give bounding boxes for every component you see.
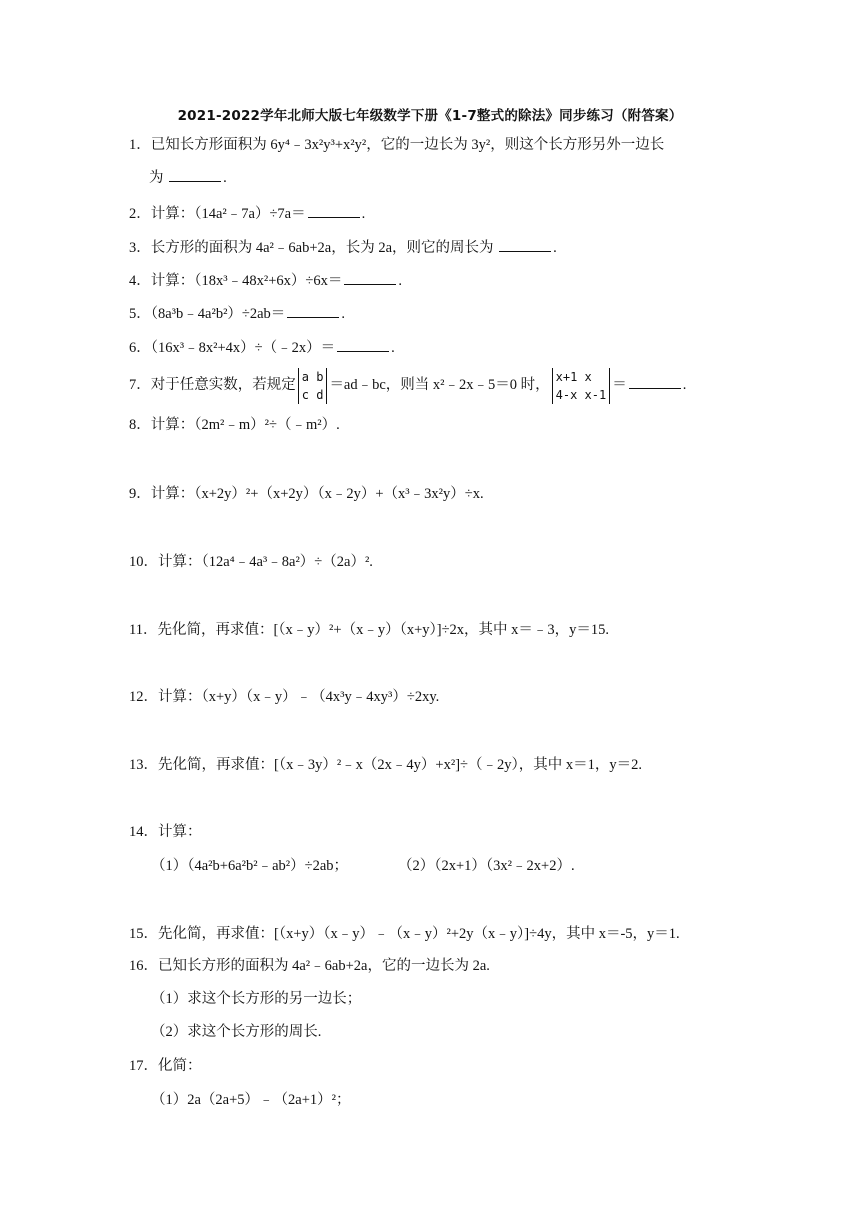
answer-blank-4[interactable]: [344, 270, 396, 285]
answer-blank-7[interactable]: [629, 374, 681, 389]
question-2: 2．计算：（14a²﹣7a）÷7a＝ .: [129, 203, 740, 224]
question-16: 16．已知长方形的面积为 4a²﹣6ab+2a，它的一边长为 2a.: [129, 958, 490, 974]
question-17: 17．化简：: [129, 1058, 202, 1074]
question-15: 15．先化简，再求值：[（x+y）（x﹣y）﹣（x﹣y）²+2y（x﹣y）]÷4y，其中 x＝-5，y＝1.: [129, 926, 680, 942]
document-title: 2021-2022学年北师大版七年级数学下册《1-7整式的除法》同步练习（附答案）: [177, 108, 683, 124]
question-10: 10．计算：（12a⁴﹣4a³﹣8a²）÷（2a）².: [129, 554, 373, 570]
question-13: 13．先化简，再求值：[（x﹣3y）²﹣x（2x﹣4y）+x²]÷（﹣2y），其中 x＝1，y＝2.: [129, 757, 642, 773]
question-17-part-1: （1）2a（2a+5）﹣（2a+1）²；: [151, 1092, 351, 1108]
question-4: 4．计算：（18x³﹣48x²+6x）÷6x＝ .: [129, 270, 740, 291]
determinant-definition: a b c d: [298, 368, 328, 404]
question-12: 12．计算：（x+y）（x﹣y）﹣（4x³y﹣4xy³）÷2xy.: [129, 689, 440, 705]
question-7: 7．对于任意实数，若规定 a b c d ＝ad﹣bc，则当 x²﹣2x﹣5＝0 时， x+1 x 4-x x-1 ＝ .: [129, 369, 687, 402]
answer-blank-6[interactable]: [337, 337, 389, 352]
question-16-part-2: （2）求这个长方形的周长.: [151, 1024, 322, 1040]
answer-blank-1[interactable]: [169, 167, 221, 182]
question-16-part-1: （1）求这个长方形的另一边长；: [151, 991, 362, 1007]
question-1: [129, 135, 740, 155]
question-6: 6．（16x³﹣8x²+4x）÷（﹣2x）＝ .: [129, 337, 740, 358]
question-5: 5．（8a³b﹣4a²b²）÷2ab＝ .: [129, 303, 740, 324]
question-14-part-1: （1）（4a²b+6a²b²﹣ab²）÷2ab；: [151, 858, 349, 874]
question-14-part-2: （2）（2x+1）（3x²﹣2x+2）.: [398, 858, 575, 874]
question-3: 3．长方形的面积为 4a²﹣6ab+2a，长为 2a，则它的周长为 .: [129, 237, 740, 258]
answer-blank-3[interactable]: [499, 237, 551, 252]
question-11: 11．先化简，再求值：[（x﹣y）²+（x﹣y）（x+y）]÷2x，其中 x＝﹣3，y＝15.: [129, 622, 610, 638]
question-14: 14．计算：: [129, 824, 202, 840]
question-8: 8．计算：（2m²﹣m）²÷（﹣m²）.: [129, 417, 340, 433]
determinant-expression: x+1 x 4-x x-1: [552, 368, 611, 404]
question-9: 9．计算：（x+2y）²+（x+2y）（x﹣2y）+（x³﹣3x²y）÷x.: [129, 486, 484, 502]
question-1-text: 1．已知长方形面积为 6y⁴﹣3x²y³+x²y²，它的一边长为 3y²，则这个长方形另外一边长: [129, 137, 665, 153]
question-1-continued: 为 .: [149, 167, 740, 188]
answer-blank-2[interactable]: [308, 203, 360, 218]
answer-blank-5[interactable]: [287, 303, 339, 318]
